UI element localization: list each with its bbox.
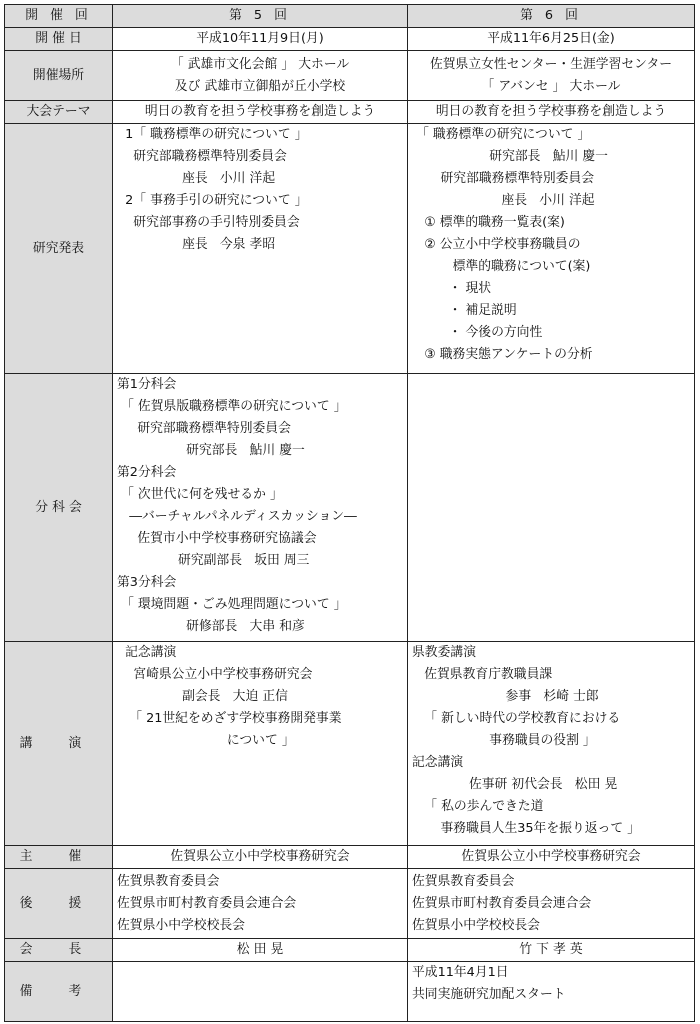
venue-col5-line: 「 武雄市文化会館 」 大ホール [170, 56, 350, 72]
header-label: 開 催 回 [5, 5, 113, 28]
sessions-col5-line: 第1分科会 [117, 377, 177, 392]
research-col6-line: ③ 職務実態アンケートの分析 [412, 347, 593, 362]
remarks-col6-line: 平成11年4月1日 [412, 965, 509, 980]
venue-col6-line: 佐賀県立女性センター・生涯学習センター [429, 56, 673, 72]
sessions-col5-line: 「 佐賀県版職務標準の研究について 」 [117, 399, 347, 414]
support-label: 後 援 [5, 869, 113, 939]
theme-col6: 明日の教育を担う学校事務を創造しよう [408, 101, 695, 124]
research-col5-line: 座長 小川 洋起 [117, 171, 276, 186]
remarks-label: 備 考 [5, 962, 113, 1022]
research-col6-line: ② 公立小中学校事務職員の [412, 237, 581, 252]
research-col5 [113, 124, 408, 374]
theme-label: 大会テーマ [5, 101, 113, 124]
support-col5-line: 佐賀県小中学校校長会 [117, 917, 245, 933]
support-col5-line: 佐賀県市町村教育委員会連合会 [117, 895, 297, 911]
support-col6 [408, 869, 695, 939]
sessions-row [5, 374, 695, 642]
venue-col5-line: 及び 武雄市立御船が丘小学校 [174, 78, 346, 94]
venue-col6-line: 「 アバンセ 」 大ホール [481, 78, 621, 94]
support-col5 [113, 869, 408, 939]
research-col5-line: 1「 職務標準の研究について 」 [117, 127, 308, 142]
venue-col5 [113, 51, 408, 101]
date-col6: 平成11年6月25日(金) [408, 28, 695, 51]
research-col6-line: ・ 補足説明 [412, 303, 517, 318]
host-col5: 佐賀県公立小中学校事務研究会 [113, 846, 408, 869]
research-col6-line: 座長 小川 洋起 [412, 193, 595, 208]
lecture-label: 講 演 [5, 642, 113, 846]
lecture-col6-line: 記念講演 [412, 755, 464, 770]
president-col5: 松 田 晃 [113, 939, 408, 962]
remarks-col6 [408, 962, 695, 1022]
lecture-col5 [113, 642, 408, 846]
date-label: 開 催 日 [5, 28, 113, 51]
header-col5: 第 5 回 [113, 5, 408, 28]
lecture-col5-line: 記念講演 [117, 645, 177, 660]
lecture-col5-line: 宮崎県公立小中学校事務研究会 [117, 667, 313, 682]
president-row [5, 939, 695, 962]
sessions-col5-line: 第3分科会 [117, 575, 177, 590]
research-col6-line: ・ 現状 [412, 281, 492, 296]
president-col6: 竹 下 孝 英 [408, 939, 695, 962]
header-col6: 第 6 回 [408, 5, 695, 28]
research-col6-line: 標準的職務について(案) [412, 259, 591, 274]
research-col5-line: 研究部事務の手引特別委員会 [117, 215, 300, 230]
lecture-col6-line: 事務職員人生35年を振り返って 」 [412, 821, 640, 836]
theme-col5: 明日の教育を担う学校事務を創造しよう [113, 101, 408, 124]
lecture-col6-line: 佐事研 初代会長 松田 晃 [412, 777, 618, 792]
research-label: 研究発表 [5, 124, 113, 374]
date-row [5, 28, 695, 51]
research-col5-line: 座長 今泉 孝昭 [117, 237, 276, 252]
venue-label: 開催場所 [5, 51, 113, 101]
sessions-col5 [113, 374, 408, 642]
sessions-col5-line: 第2分科会 [117, 465, 177, 480]
venue-row [5, 51, 695, 101]
research-row [5, 124, 695, 374]
lecture-col5-line: 「 21世紀をめざす学校事務開発事業 [117, 711, 342, 726]
sessions-col5-line: 佐賀市小中学校事務研究協議会 [117, 531, 317, 546]
research-col6-line: ・ 今後の方向性 [412, 325, 543, 340]
sessions-label: 分 科 会 [5, 374, 113, 642]
research-col6-line: 研究部職務標準特別委員会 [412, 171, 595, 186]
sessions-col5-line: 研究部長 鮎川 慶一 [117, 443, 305, 458]
support-col5-line: 佐賀県教育委員会 [117, 873, 220, 889]
event-comparison-table [4, 4, 695, 1022]
support-col6-line: 佐賀県市町村教育委員会連合会 [412, 895, 592, 911]
sessions-col5-line: 「 次世代に何を残せるか 」 [117, 487, 283, 502]
theme-row [5, 101, 695, 124]
research-col5-line: 2「 事務手引の研究について 」 [117, 193, 308, 208]
lecture-col5-line: 副会長 大迫 正信 [117, 689, 288, 704]
lecture-row [5, 642, 695, 846]
support-col6-line: 佐賀県小中学校校長会 [412, 917, 540, 933]
lecture-col6-line: 県教委講演 [412, 645, 476, 660]
lecture-col6-line: 佐賀県教育庁教職員課 [412, 667, 553, 682]
research-col6-line: ① 標準的職務一覧表(案) [412, 215, 565, 230]
support-col6-line: 佐賀県教育委員会 [412, 873, 515, 889]
lecture-col6-line: 「 私の歩んできた道 [412, 799, 544, 814]
lecture-col6-line: 事務職員の役割 」 [412, 733, 596, 748]
header-row [5, 5, 695, 28]
lecture-col6-line: 参事 杉崎 士郎 [412, 689, 599, 704]
host-label: 主 催 [5, 846, 113, 869]
sessions-col5-line: ―バーチャルパネルディスカッション― [117, 509, 357, 524]
venue-col6 [408, 51, 695, 101]
remarks-col5 [113, 962, 408, 1022]
remarks-row [5, 962, 695, 1022]
president-label: 会 長 [5, 939, 113, 962]
lecture-col6-line: 「 新しい時代の学校教育における [412, 711, 621, 726]
sessions-col5-line: 研修部長 大串 和彦 [117, 619, 305, 634]
sessions-col5-line: 「 環境問題・ごみ処理問題について 」 [117, 597, 347, 612]
research-col6-line: 「 職務標準の研究について 」 [412, 127, 591, 142]
remarks-col6-line: 共同実施研究加配スタート [412, 987, 566, 1002]
lecture-col5-line: について 」 [117, 733, 295, 748]
sessions-col5-line: 研究副部長 坂田 周三 [117, 553, 310, 568]
research-col5-line: 研究部職務標準特別委員会 [117, 149, 287, 164]
host-col6: 佐賀県公立小中学校事務研究会 [408, 846, 695, 869]
research-col6-line: 研究部長 鮎川 慶一 [412, 149, 608, 164]
lecture-col6 [408, 642, 695, 846]
date-col5: 平成10年11月9日(月) [113, 28, 408, 51]
host-row [5, 846, 695, 869]
sessions-col6 [408, 374, 695, 642]
research-col6 [408, 124, 695, 374]
sessions-col5-line: 研究部職務標準特別委員会 [117, 421, 291, 436]
support-row [5, 869, 695, 939]
